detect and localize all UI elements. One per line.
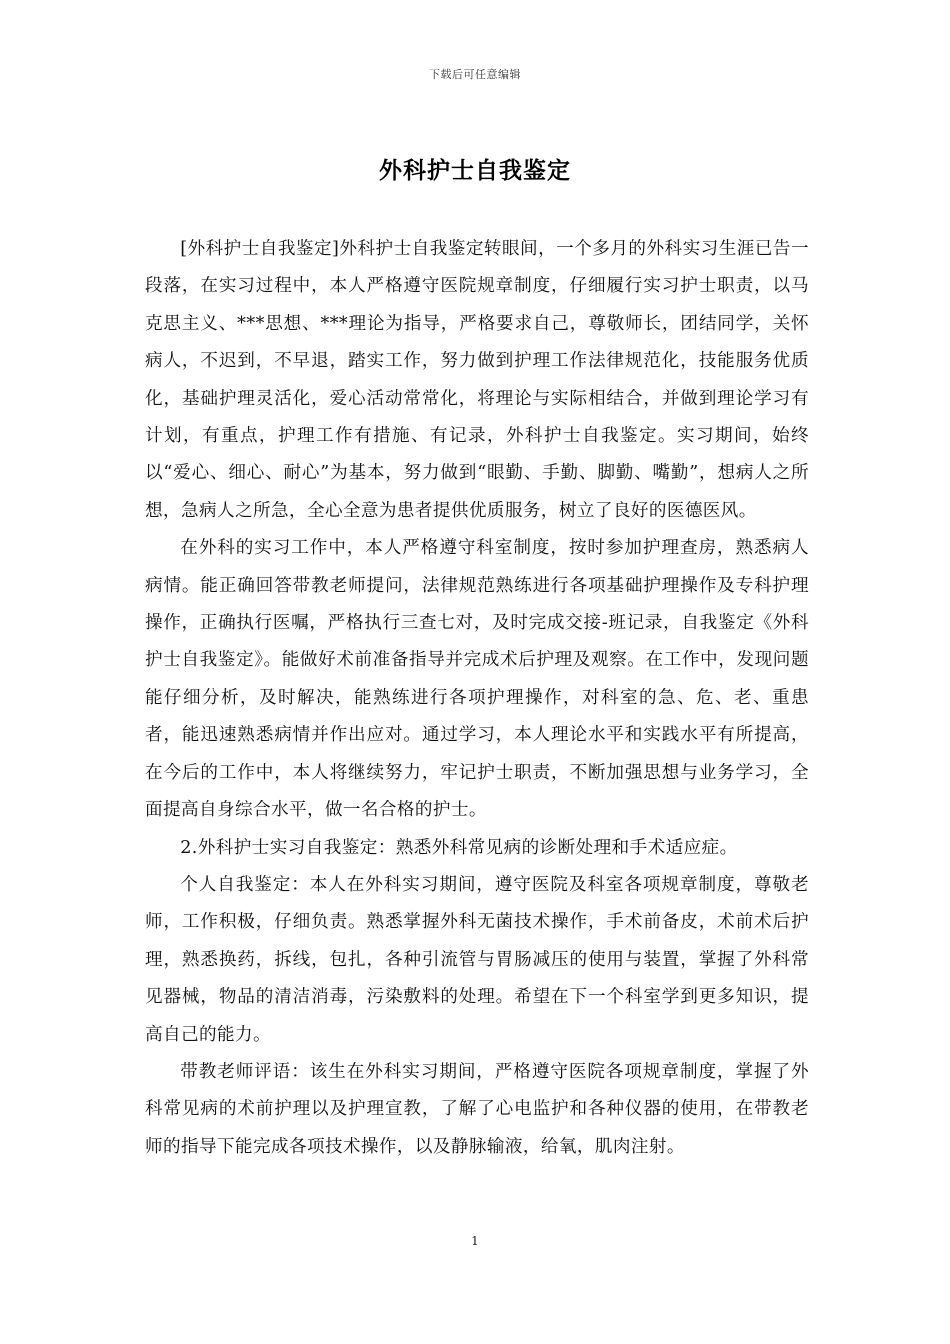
document-body: [145, 231, 809, 1166]
document-title: 外科护士自我鉴定: [379, 158, 571, 184]
paragraph-teacher-comment: 带教老师评语：该生在外科实习期间，严格遵守医院各项规章制度，掌握了外科常见病的术前护理以及护理宣教，了解了心电监护和各种仪器的使用，在带教老师的指导下能完成各项技术操作，以及静脉输液，给氧，肌肉注射。: [145, 1061, 809, 1157]
paragraph-internship-work: 在外科的实习工作中，本人严格遵守科室制度，按时参加护理查房，熟悉病人病情。能正确回答带教老师提问，法律规范熟练进行各项基础护理操作及专科护理操作，正确执行医嘱，严格执行三查七对，及时完成交接-班记录，自我鉴定《外科护士自我鉴定》。能做好术前准备指导并完成术后护理及观察。在工作中，发现问题能仔细分析，及时解决，能熟练进行各项护理操作，对科室的急、危、老、重患者，能迅速熟悉病情并作出应对。通过学习，本人理论水平和实践水平有所提高，在今后的工作中，本人将继续努力，牢记护士职责，不断加强思想与业务学习，全面提高自身综合水平，做一名合格的护士。: [145, 538, 809, 821]
page-number: 1: [471, 1234, 479, 1248]
paragraph-intro: [外科护士自我鉴定]外科护士自我鉴定转眼间，一个多月的外科实习生涯已告一段落，在实习过程中，本人严格遵守医院规章制度，仔细履行实习护士职责，以马克思主义、***思想、***理论为指导，严格要求自己，尊敬师长，团结同学，关怀病人，不迟到，不早退，踏实工作，努力做到护理工作法律规范化，技能服务优质化，基础护理灵活化，爱心活动常常化，将理论与实际相结合，并做到理论学习有计划，有重点，护理工作有措施、有记录，外科护士自我鉴定。实习期间，始终以“爱心、细心、耐心”为基本，努力做到“眼勤、手勤、脚勤、嘴勤”，想病人之所想，急病人之所急，全心全意为患者提供优质服务，树立了良好的医德医风。: [145, 239, 809, 521]
paragraph-personal-assessment: 个人自我鉴定：本人在外科实习期间，遵守医院及科室各项规章制度，尊敬老师，工作积极，仔细负责。熟悉掌握外科无菌技术操作，手术前备皮，术前术后护理，熟悉换药，拆线，包扎，各种引流管与胃肠减压的使用与装置，掌握了外科常见器械，物品的清洁消毒，污染敷料的处理。希望在下一个科室学到更多知识，提高自己的能力。: [145, 874, 809, 1045]
page-header: 下载后可任意编辑: [429, 68, 521, 81]
paragraph-section-2: 2.外科护士实习自我鉴定：熟悉外科常见病的诊断处理和手术适应症。: [180, 837, 738, 858]
